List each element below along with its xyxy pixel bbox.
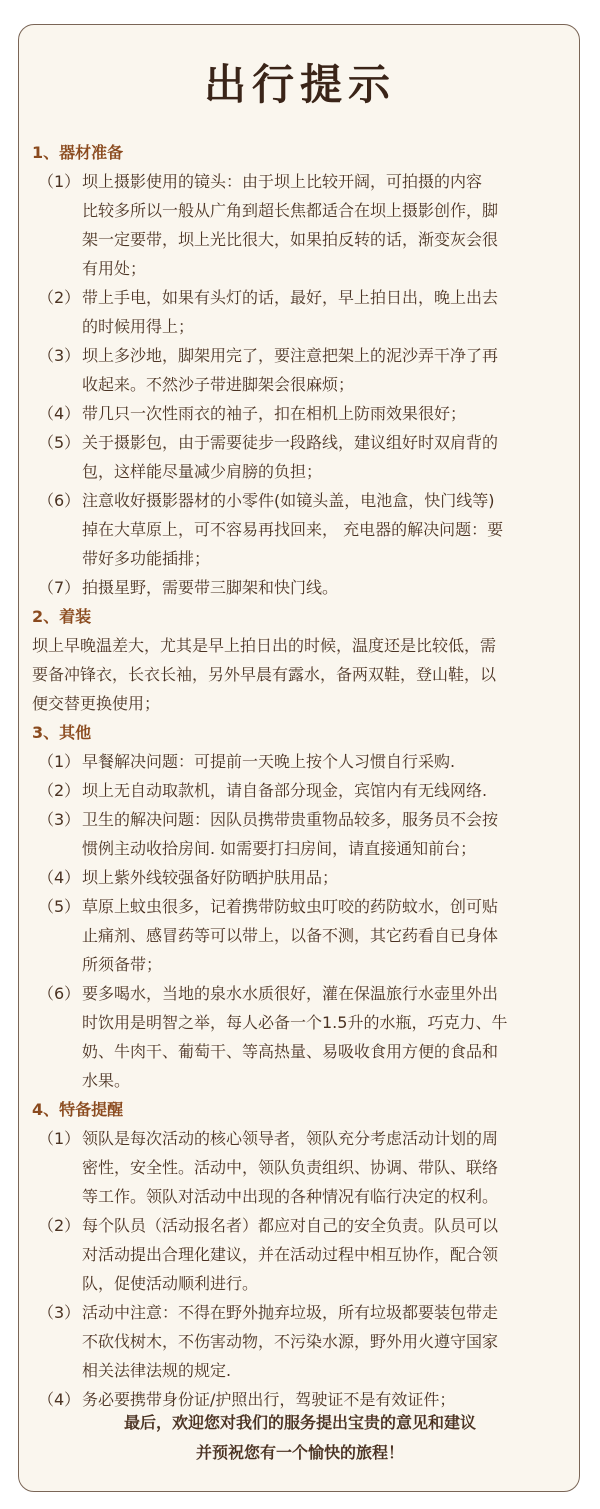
item-number: （2）	[38, 288, 81, 307]
item-number: （1）	[38, 172, 81, 191]
item-text: 所须备带；	[82, 955, 163, 974]
item-number: （6）	[38, 984, 81, 1003]
item-number: （3）	[38, 346, 81, 365]
list-item	[32, 805, 572, 863]
item-text: 的时候用得上；	[82, 317, 195, 336]
list-item	[32, 776, 572, 805]
item-text: 惯例主动收拾房间. 如需要打扫房间，请直接通知前台；	[82, 839, 477, 858]
list-item	[32, 1124, 572, 1211]
list-item	[32, 341, 572, 399]
item-text: 带好多功能插排；	[82, 549, 211, 568]
closing-line: 最后，欢迎您对我们的服务提出宝贵的意见和建议	[123, 1413, 476, 1432]
list-item	[32, 399, 572, 428]
item-number: （4）	[38, 404, 81, 423]
list-item	[32, 167, 572, 283]
item-text: 每个队员（活动报名者）都应对自己的安全负责。队员可以	[82, 1216, 499, 1235]
list-item	[32, 747, 572, 776]
item-text: 坝上多沙地，脚架用完了，要注意把架上的泥沙弄干净了再	[82, 346, 499, 365]
list-item	[32, 1298, 572, 1385]
item-number: （3）	[38, 810, 81, 829]
item-text: 要多喝水，当地的泉水水质很好，灌在保温旅行水壶里外出	[82, 984, 499, 1003]
section-heading: 1、器材准备	[32, 143, 124, 162]
item-text: 坝上无自动取款机，请自备部分现金，宾馆内有无线网络.	[82, 781, 488, 800]
section-heading: 2、着装	[32, 607, 92, 626]
item-text: 早餐解决问题：可提前一天晚上按个人习惯自行采购.	[82, 752, 456, 771]
item-text: 草原上蚊虫很多，记着携带防蚊虫叮咬的药防蚊水，创可贴	[82, 897, 499, 916]
list-item	[32, 892, 572, 979]
tips-content	[32, 138, 572, 1414]
item-number: （2）	[38, 781, 81, 800]
item-text: 坝上摄影使用的镜头：由于坝上比较开阔，可拍摄的内容	[82, 172, 483, 191]
list-item	[32, 1211, 572, 1298]
closing-line: 并预祝您有一个愉快的旅程！	[195, 1443, 404, 1462]
item-text: 卫生的解决问题：因队员携带贵重物品较多，服务员不会按	[82, 810, 499, 829]
list-item	[32, 863, 572, 892]
item-number: （5）	[38, 433, 81, 452]
item-number: （5）	[38, 897, 81, 916]
item-text: 领队是每次活动的核心领导者，领队充分考虑活动计划的周	[82, 1129, 499, 1148]
item-text: 比较多所以一般从广角到超长焦都适合在坝上摄影创作，脚	[82, 201, 499, 220]
paragraph-line: 要备冲锋衣，长衣长袖，另外早晨有露水，备两双鞋，登山鞋，以	[32, 665, 497, 684]
item-text: 水果。	[82, 1071, 131, 1090]
paragraph-line: 坝上早晚温差大，尤其是早上拍日出的时候，温度还是比较低，需	[32, 636, 497, 655]
item-number: （1）	[38, 1129, 81, 1148]
item-text: 对活动提出合理化建议，并在活动过程中相互协作，配合领	[82, 1245, 499, 1264]
list-item	[32, 573, 572, 602]
item-text: 队，促使活动顺利进行。	[82, 1274, 259, 1293]
item-text: 收起来。不然沙子带进脚架会很麻烦；	[82, 375, 355, 394]
list-item	[32, 486, 572, 573]
item-text: 关于摄影包，由于需要徒步一段路线，建议组好时双肩背的	[82, 433, 499, 452]
item-number: （4）	[38, 868, 81, 887]
item-text: 注意收好摄影器材的小零件(如镜头盖，电池盒，快门线等)	[82, 491, 495, 510]
page-title: 出行提示	[203, 60, 396, 109]
item-text: 密性，安全性。活动中，领队负责组织、协调、带队、联络	[82, 1158, 499, 1177]
paragraph-line: 便交替更换使用；	[32, 694, 161, 713]
item-text: 坝上紫外线较强备好防晒护肤用品；	[82, 868, 339, 887]
section-heading: 4、特备提醒	[32, 1100, 124, 1119]
item-text: 等工作。领队对活动中出现的各种情况有临行决定的权利。	[82, 1187, 499, 1206]
item-text: 活动中注意：不得在野外抛弃垃圾，所有垃圾都要装包带走	[82, 1303, 499, 1322]
item-text: 带几只一次性雨衣的袖子，扣在相机上防雨效果很好；	[82, 404, 467, 423]
item-number: （4）	[38, 1390, 81, 1409]
item-number: （2）	[38, 1216, 81, 1235]
item-text: 止痛剂、感冒药等可以带上，以备不测，其它药看自已身体	[82, 926, 499, 945]
item-text: 包，这样能尽量减少肩膀的负担；	[82, 462, 323, 481]
item-text: 带上手电，如果有头灯的话，最好，早上拍日出，晚上出去	[82, 288, 499, 307]
list-item	[32, 428, 572, 486]
item-number: （1）	[38, 752, 81, 771]
item-text: 务必要携带身份证/护照出行，驾驶证不是有效证件；	[82, 1390, 456, 1409]
item-text: 奶、牛肉干、葡萄干、等高热量、易吸收食用方便的食品和	[82, 1042, 499, 1061]
item-number: （7）	[38, 578, 81, 597]
item-text: 时饮用是明智之举，每人必备一个1.5升的水瓶，巧克力、牛	[82, 1013, 508, 1032]
item-text: 掉在大草原上，可不容易再找回来， 充电器的解决问题：要	[82, 520, 504, 539]
item-number: （3）	[38, 1303, 81, 1322]
item-text: 架一定要带，坝上光比很大，如果拍反转的话，渐变灰会很	[82, 230, 499, 249]
list-item	[32, 283, 572, 341]
list-item	[32, 979, 572, 1095]
section-heading: 3、其他	[32, 723, 92, 742]
item-text: 有用处；	[82, 259, 147, 278]
item-text: 不砍伐树木，不伤害动物，不污染水源，野外用火遵守国家	[82, 1332, 499, 1351]
item-text: 拍摄星野，需要带三脚架和快门线。	[82, 578, 339, 597]
item-text: 相关法律法规的规定.	[82, 1361, 232, 1380]
item-number: （6）	[38, 491, 81, 510]
paragraph	[32, 631, 572, 718]
